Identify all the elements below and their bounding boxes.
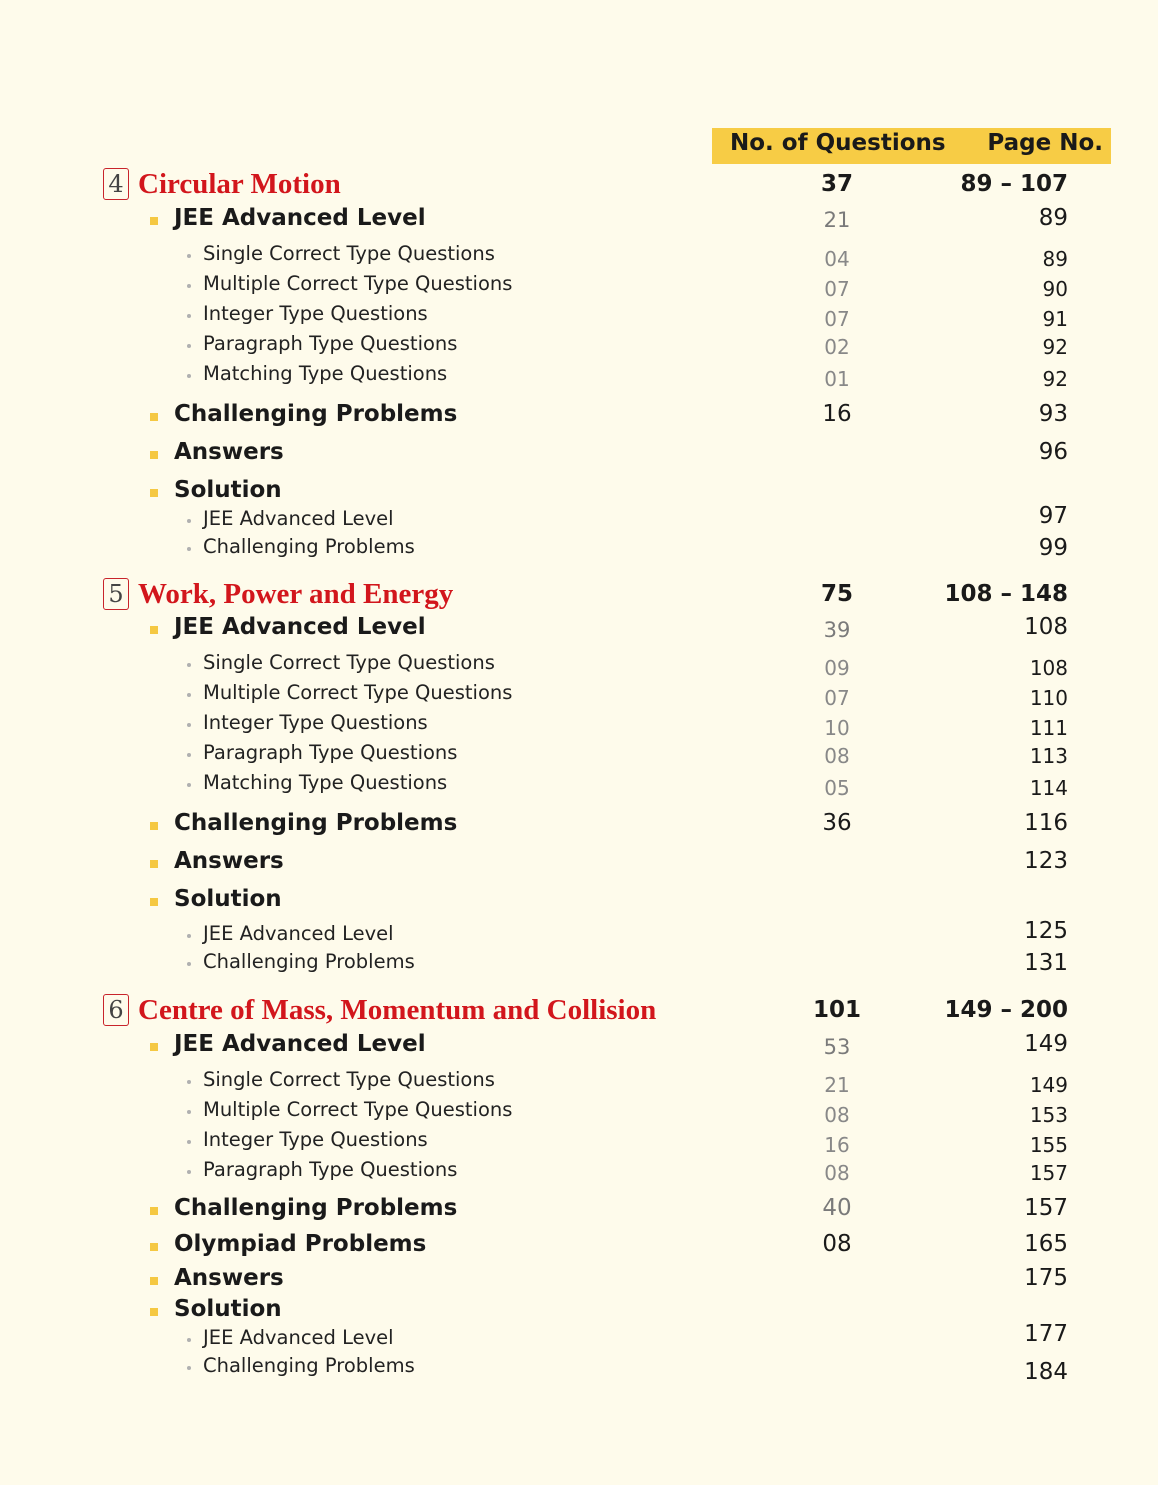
bullet-dot-icon: [187, 1170, 191, 1174]
bullet-dot-icon: [187, 254, 191, 258]
entry-label: Challenging Problems: [203, 1354, 415, 1377]
bullet-square-icon: [150, 626, 158, 634]
entry-label: Integer Type Questions: [203, 711, 428, 734]
question-count: 21: [824, 1073, 850, 1097]
page-number: 108: [1029, 656, 1068, 680]
entry-label: Multiple Correct Type Questions: [203, 272, 513, 295]
bullet-square-icon: [150, 898, 158, 906]
entry-label: Single Correct Type Questions: [203, 651, 495, 674]
entry-label: JEE Advanced Level: [203, 922, 394, 945]
entry-label: Solution: [174, 886, 282, 912]
page-number: 175: [1024, 1265, 1068, 1291]
question-count: 01: [824, 367, 850, 391]
entry-label: JEE Advanced Level: [174, 614, 426, 640]
bullet-square-icon: [150, 1043, 158, 1051]
page-number: 97: [1038, 503, 1068, 529]
entry-label: Challenging Problems: [203, 535, 415, 558]
bullet-dot-icon: [187, 1080, 191, 1084]
question-count: 101: [812, 997, 861, 1023]
page-number: 123: [1024, 848, 1068, 874]
question-count: 21: [823, 208, 851, 232]
page-number: 92: [1042, 335, 1068, 359]
page-number: 93: [1038, 401, 1068, 427]
page-number: 177: [1024, 1321, 1068, 1347]
bullet-dot-icon: [187, 783, 191, 787]
question-count: 08: [824, 1103, 850, 1127]
bullet-dot-icon: [187, 284, 191, 288]
question-count: 09: [824, 656, 850, 680]
page-number: 89: [1038, 205, 1068, 231]
question-count: 40: [822, 1195, 852, 1221]
page-number: 149: [1029, 1073, 1068, 1097]
chapter-title: Work, Power and Energy: [138, 578, 454, 610]
page-number: 149: [1024, 1031, 1068, 1057]
entry-label: JEE Advanced Level: [203, 507, 394, 530]
bullet-square-icon: [150, 451, 158, 459]
page-number: 96: [1038, 439, 1068, 465]
bullet-square-icon: [150, 1207, 158, 1215]
page-number: 114: [1029, 776, 1068, 800]
bullet-dot-icon: [187, 314, 191, 318]
question-count: 08: [824, 744, 850, 768]
chapter-number: 6: [103, 994, 129, 1026]
entry-label: Multiple Correct Type Questions: [203, 1098, 513, 1121]
entry-label: JEE Advanced Level: [203, 1326, 394, 1349]
page-number: 89: [1042, 247, 1068, 271]
page-number: 157: [1024, 1195, 1068, 1221]
column-header: [712, 128, 1111, 164]
page-number: 165: [1024, 1231, 1068, 1257]
chapter-title: Circular Motion: [138, 168, 341, 200]
entry-label: Solution: [174, 1296, 282, 1322]
bullet-dot-icon: [187, 374, 191, 378]
bullet-dot-icon: [187, 519, 191, 523]
page-number: 153: [1029, 1103, 1068, 1127]
entry-label: Answers: [174, 848, 284, 874]
entry-label: Paragraph Type Questions: [203, 741, 458, 764]
page-number: 131: [1024, 950, 1068, 976]
entry-label: Olympiad Problems: [174, 1231, 427, 1257]
bullet-square-icon: [150, 1243, 158, 1251]
question-count: 16: [822, 401, 852, 427]
bullet-dot-icon: [187, 962, 191, 966]
entry-label: Answers: [174, 1265, 284, 1291]
entry-label: Multiple Correct Type Questions: [203, 681, 513, 704]
bullet-dot-icon: [187, 1140, 191, 1144]
bullet-square-icon: [150, 1277, 158, 1285]
page-number: 91: [1042, 307, 1068, 331]
entry-label: Paragraph Type Questions: [203, 332, 458, 355]
question-count: 02: [824, 335, 850, 359]
bullet-square-icon: [150, 489, 158, 497]
question-count: 10: [824, 716, 850, 740]
chapter-number: 4: [103, 168, 129, 200]
question-count: 37: [820, 171, 853, 197]
page-range: 108 – 148: [944, 581, 1068, 607]
page-number: 90: [1042, 277, 1068, 301]
question-count: 53: [823, 1035, 851, 1059]
bullet-dot-icon: [187, 934, 191, 938]
entry-label: JEE Advanced Level: [174, 205, 426, 231]
page-number: 108: [1024, 614, 1068, 640]
chapter-title: Centre of Mass, Momentum and Collision: [138, 994, 657, 1026]
bullet-dot-icon: [187, 1110, 191, 1114]
entry-label: JEE Advanced Level: [174, 1031, 426, 1057]
entry-label: Paragraph Type Questions: [203, 1158, 458, 1181]
entry-label: Challenging Problems: [174, 401, 458, 427]
bullet-dot-icon: [187, 663, 191, 667]
bullet-square-icon: [150, 217, 158, 225]
question-count: 16: [824, 1133, 850, 1157]
page-column-header: Page No.: [987, 130, 1103, 156]
page-number: 157: [1029, 1161, 1068, 1185]
question-count: 07: [824, 277, 850, 301]
page-number: 113: [1029, 744, 1068, 768]
chapter-number: 5: [103, 578, 129, 610]
bullet-dot-icon: [187, 723, 191, 727]
page-number: 99: [1038, 535, 1068, 561]
page-number: 184: [1024, 1359, 1068, 1385]
bullet-square-icon: [150, 822, 158, 830]
question-count: 05: [824, 776, 850, 800]
bullet-square-icon: [150, 1308, 158, 1316]
question-count: 07: [824, 686, 850, 710]
page-range: 89 – 107: [960, 171, 1068, 197]
entry-label: Challenging Problems: [174, 1195, 458, 1221]
question-count: 07: [824, 307, 850, 331]
bullet-dot-icon: [187, 344, 191, 348]
bullet-dot-icon: [187, 547, 191, 551]
question-count: 04: [824, 247, 850, 271]
bullet-square-icon: [150, 413, 158, 421]
entry-label: Matching Type Questions: [203, 362, 448, 385]
question-count: 75: [820, 581, 853, 607]
question-count: 36: [822, 810, 852, 836]
page-number: 155: [1029, 1133, 1068, 1157]
question-count: 39: [823, 618, 851, 642]
entry-label: Challenging Problems: [174, 810, 458, 836]
entry-label: Challenging Problems: [203, 950, 415, 973]
bullet-dot-icon: [187, 1338, 191, 1342]
entry-label: Single Correct Type Questions: [203, 1068, 495, 1091]
question-count: 08: [824, 1161, 850, 1185]
page-range: 149 – 200: [944, 997, 1068, 1023]
page-number: 92: [1042, 367, 1068, 391]
bullet-dot-icon: [187, 1366, 191, 1370]
entry-label: Matching Type Questions: [203, 771, 448, 794]
entry-label: Single Correct Type Questions: [203, 242, 495, 265]
question-count: 08: [822, 1231, 852, 1257]
bullet-square-icon: [150, 860, 158, 868]
entry-label: Integer Type Questions: [203, 302, 428, 325]
entry-label: Solution: [174, 477, 282, 503]
page-number: 111: [1029, 716, 1068, 740]
bullet-dot-icon: [187, 693, 191, 697]
questions-column-header: No. of Questions: [730, 130, 946, 156]
entry-label: Answers: [174, 439, 284, 465]
page-number: 125: [1024, 918, 1068, 944]
bullet-dot-icon: [187, 753, 191, 757]
page-number: 116: [1024, 810, 1068, 836]
entry-label: Integer Type Questions: [203, 1128, 428, 1151]
page-number: 110: [1029, 686, 1068, 710]
